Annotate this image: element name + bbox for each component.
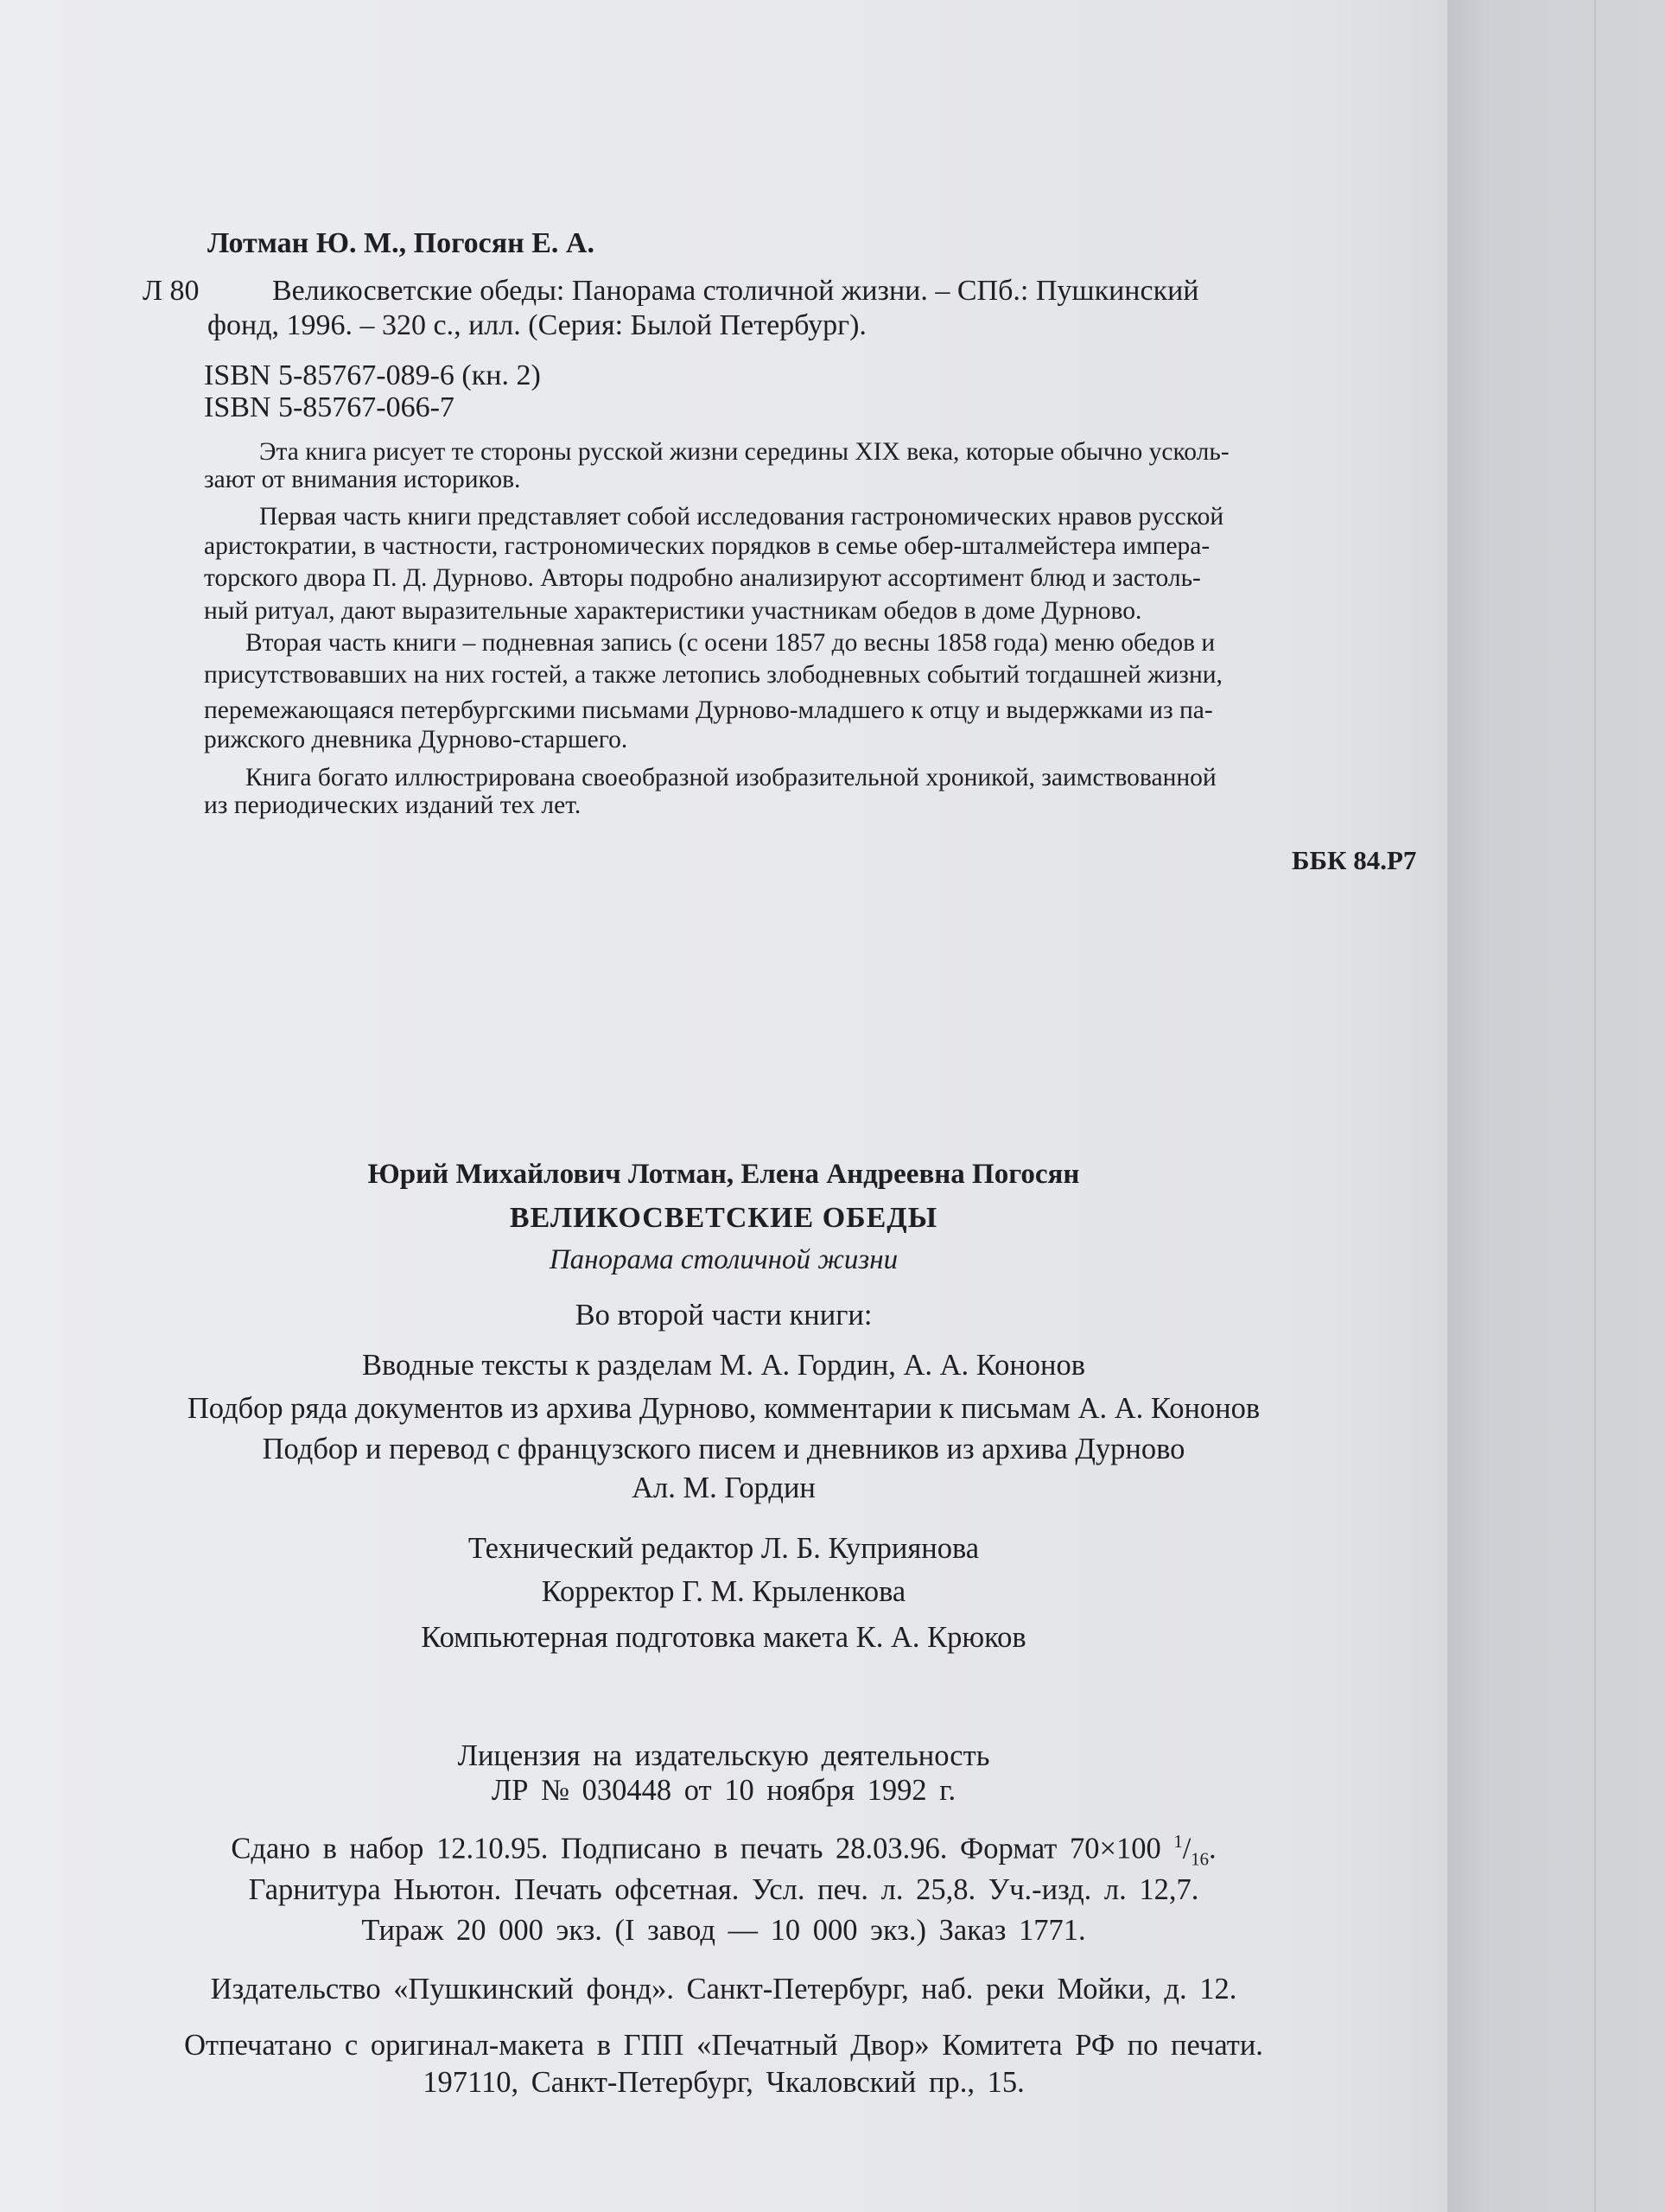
staff-line: Компьютерная подготовка макета К. А. Крюков [421, 1621, 1026, 1654]
author-heading: Лотман Ю. М., Погосян Е. А. [207, 227, 594, 259]
bbk-classification: ББК 84.Р7 [1292, 845, 1417, 875]
next-page-edge [1447, 0, 1665, 2212]
credit-line: Подбор ряда документов из архива Дурново, комментарии к письмам А. А. Кононов [187, 1392, 1261, 1425]
abstract-line: Первая часть книги представляет собой исследования гастрономических нравов русской [259, 503, 1224, 531]
print-data-line-1: Сдано в набор 12.10.95. Подписано в печать 28.03.96. Формат 70×100 $^1/_{16}$. [231, 1832, 1217, 1870]
printer-line-1: Отпечатано с оригинал-макета в ГПП «Печатный Двор» Комитета РФ по печати. [184, 2029, 1263, 2062]
abstract-line: аристократии, в частности, гастрономических порядков в семье обер-шталмейстера импера- [204, 532, 1211, 560]
abstract-line: зают от внимания историков. [204, 466, 521, 493]
book-title: ВЕЛИКОСВЕТСКИЕ ОБЕДЫ [509, 1202, 938, 1234]
isbn-line-2: ISBN 5-85767-066-7 [204, 391, 454, 423]
abstract-line: ный ритуал, дают выразительные характеристики участникам обедов в доме Дурново. [204, 597, 1142, 625]
abstract-line: торского двора П. Д. Дурново. Авторы подробно анализируют ассортимент блюд и застоль- [204, 564, 1201, 592]
book-subtitle: Панорама столичной жизни [549, 1244, 899, 1275]
abstract-line: из периодических изданий тех лет. [204, 791, 581, 819]
staff-line: Технический редактор Л. Б. Куприянова [467, 1532, 980, 1565]
print-data-line-3: Тираж 20 000 экз. (I завод — 10 000 экз.) Заказ 1771. [361, 1914, 1086, 1947]
title-line-2: фонд, 1996. – 320 с., илл. (Серия: Былой Петербург). [207, 309, 867, 341]
license-line-2: ЛР № 030448 от 10 ноября 1992 г. [491, 1774, 956, 1807]
abstract-line: Книга богато иллюстрирована своеобразной изобразительной хроникой, заимствованной [245, 764, 1217, 791]
print-data-line-2: Гарнитура Ньютон. Печать офсетная. Усл. печ. л. 25,8. Уч.-изд. л. 12,7. [248, 1873, 1199, 1906]
staff-line: Корректор Г. М. Крыленкова [541, 1575, 906, 1608]
abstract-line: Вторая часть книги – подневная запись (с осени 1857 до весны 1858 года) меню обедов и [245, 629, 1216, 657]
credit-line: Вводные тексты к разделам М. А. Гордин, А. А. Кононов [361, 1349, 1086, 1382]
isbn-line-1: ISBN 5-85767-089-6 (кн. 2) [204, 359, 541, 391]
title-line-1: Великосветские обеды: Панорама столичной жизни. – СПб.: Пушкинский [272, 275, 1199, 307]
license-line-1: Лицензия на издательскую деятельность [457, 1739, 990, 1772]
abstract-line: Эта книга рисует те стороны русской жизни середины XIX века, которые обычно усколь- [259, 438, 1230, 466]
part-two-heading: Во второй части книги: [575, 1299, 873, 1332]
abstract-line: рижского дневника Дурново-старшего. [204, 726, 628, 753]
abstract-line: перемежающаяся петербургскими письмами Дурново-младшего к отцу и выдержками из па- [204, 696, 1213, 724]
printer-line-2: 197110, Санкт-Петербург, Чкаловский пр., 15. [423, 2066, 1025, 2099]
abstract-line: присутствовавших на них гостей, а также летопись злободневных событий тогдашней жизни, [204, 661, 1223, 689]
credit-line: Подбор и перевод с французского писем и дневников из архива Дурново [262, 1433, 1185, 1465]
credit-line: Ал. М. Гордин [632, 1471, 816, 1504]
publisher-address: Издательство «Пушкинский фонд». Санкт-Петербург, наб. реки Мойки, д. 12. [210, 1973, 1237, 2005]
authors-full-names: Юрий Михайлович Лотман, Елена Андреевна Погосян [367, 1159, 1080, 1190]
library-index: Л 80 [143, 275, 200, 307]
